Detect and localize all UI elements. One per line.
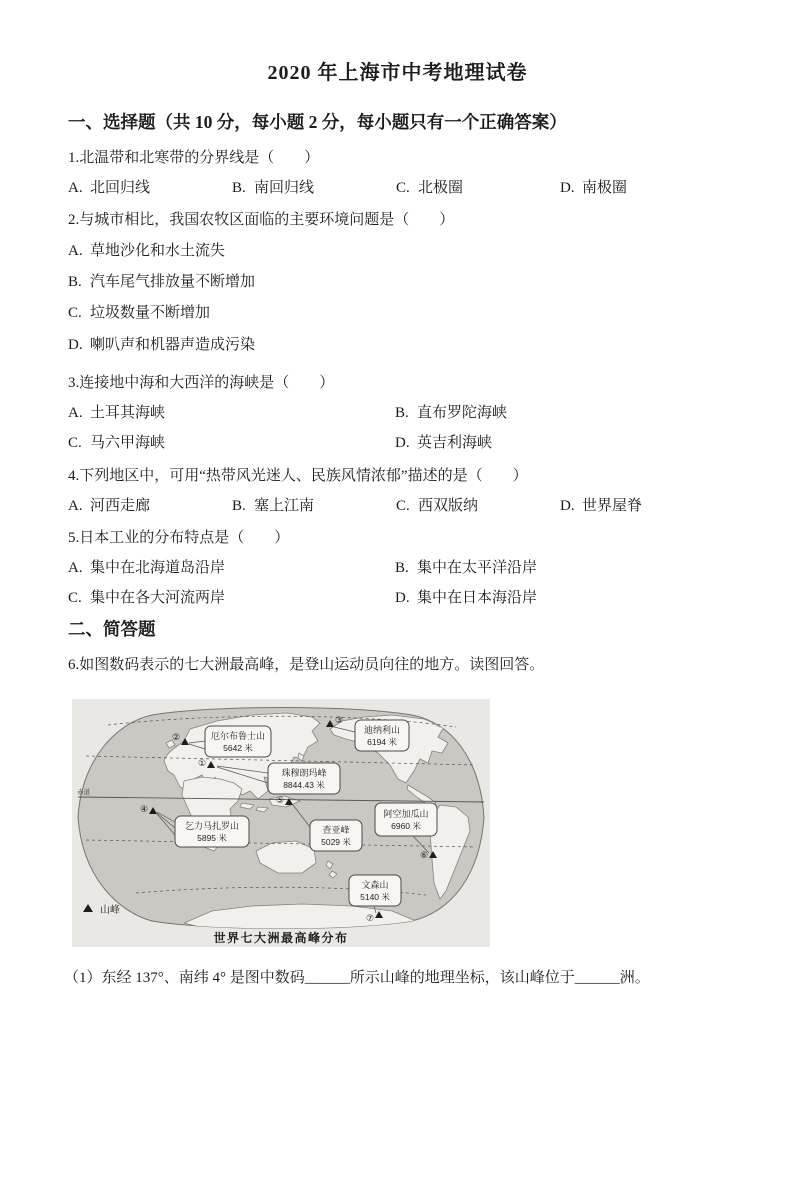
- option: [68, 303, 727, 324]
- option: [68, 588, 395, 609]
- option: [68, 558, 395, 579]
- peak-height: 6194 米: [367, 737, 397, 747]
- question-1-options: [68, 178, 727, 199]
- peak-height: 5029 米: [321, 837, 351, 847]
- option-text: 南极圈: [582, 180, 628, 196]
- peak-number: ③: [335, 715, 344, 725]
- peak-label-box: [349, 875, 401, 906]
- question-4-text: 4.下列地区中，可用“热带风光迷人、民族风情浓郁”描述的是（ ）: [68, 468, 528, 484]
- option: [68, 335, 727, 356]
- peak-height: 5140 米: [360, 892, 390, 902]
- option-text: 世界屋脊: [582, 498, 643, 514]
- peak-height: 6960 米: [391, 821, 421, 831]
- section-1-heading: 一、选择题（共 10 分，每小题 2 分，每小题只有一个正确答案）: [68, 112, 567, 132]
- peak-name: 阿空加瓜山: [383, 809, 429, 819]
- legend-label: 山峰: [100, 905, 120, 916]
- option: [232, 178, 396, 199]
- option: [68, 403, 395, 424]
- section-2-heading: 二、简答题: [68, 619, 156, 639]
- option: [68, 496, 232, 517]
- peak-name: 厄尔布鲁士山: [210, 731, 266, 741]
- option-label: C.: [396, 498, 410, 514]
- option-text: 集中在太平洋沿岸: [417, 560, 538, 576]
- option-label: B.: [395, 560, 409, 576]
- equator-label: 赤道: [77, 789, 90, 796]
- question-2-options: [68, 241, 727, 356]
- option-text: 集中在北海道岛沿岸: [90, 560, 226, 576]
- option-label: A.: [68, 560, 83, 576]
- question-5-options-row2: [68, 588, 727, 609]
- peak-number: ①: [198, 758, 207, 768]
- peak-number: ⑥: [420, 850, 429, 860]
- option-text: 土耳其海峡: [90, 405, 166, 421]
- option-text: 垃圾数量不断增加: [90, 305, 211, 321]
- option-text: 河西走廊: [90, 498, 151, 514]
- option-label: A.: [68, 405, 83, 421]
- option-text: 汽车尾气排放量不断增加: [90, 274, 256, 290]
- peak-name: 文森山: [361, 880, 389, 890]
- peak-name: 珠穆朗玛峰: [281, 768, 327, 778]
- option-label: C.: [68, 305, 82, 321]
- peak-name: 乞力马扎罗山: [184, 821, 240, 831]
- peak-label-box: [355, 720, 409, 751]
- option-label: D.: [560, 180, 575, 196]
- world-map-svg: [72, 699, 490, 947]
- peak-label-box: [310, 820, 362, 851]
- question-5-text: 5.日本工业的分布特点是（ ）: [68, 530, 290, 546]
- question-4-options: [68, 496, 727, 517]
- option-label: B.: [232, 498, 246, 514]
- question-6-sub1: （1）东经 137°、南纬 4° 是图中数码______所示山峰的地理坐标，该山峰位于______洲。: [64, 970, 650, 986]
- question-2-text: 2.与城市相比，我国农牧区面临的主要环境问题是（ ）: [68, 212, 455, 228]
- option-label: B.: [395, 405, 409, 421]
- option-label: A.: [68, 498, 83, 514]
- option: [68, 241, 727, 262]
- peak-name: 查亚峰: [322, 825, 350, 835]
- peak-label-box: [205, 726, 271, 757]
- option: [560, 178, 727, 199]
- question-6-text: 6.如图数码表示的七大洲最高峰，是登山运动员向往的地方。读图回答。: [68, 657, 545, 673]
- option: [395, 558, 727, 579]
- option-label: D.: [68, 337, 83, 353]
- option-text: 英吉利海峡: [417, 435, 493, 451]
- option-text: 塞上江南: [254, 498, 315, 514]
- map-legend: [83, 903, 120, 916]
- peak-height: 8844.43 米: [283, 780, 325, 790]
- peak-number: ⑦: [366, 913, 375, 923]
- question-3-options-row2: [68, 433, 727, 454]
- question-3-text: 3.连接地中海和大西洋的海峡是（ ）: [68, 375, 335, 391]
- legend-triangle-icon: [83, 904, 93, 912]
- option: [396, 178, 560, 199]
- peak-height: 5895 米: [197, 833, 227, 843]
- option-label: C.: [396, 180, 410, 196]
- option-text: 集中在日本海沿岸: [417, 590, 538, 606]
- question-5-options-row1: [68, 558, 727, 579]
- option-text: 喇叭声和机器声造成污染: [90, 337, 256, 353]
- option-label: B.: [68, 274, 82, 290]
- option-label: B.: [232, 180, 246, 196]
- peak-label-box: [175, 816, 249, 847]
- peak-label-box: [268, 763, 340, 794]
- exam-page: [0, 58, 793, 989]
- option-label: D.: [395, 590, 410, 606]
- option-label: D.: [395, 435, 410, 451]
- peak-number: ⑤: [276, 795, 285, 805]
- option: [232, 496, 396, 517]
- option-text: 南回归线: [254, 180, 315, 196]
- option-text: 集中在各大河流两岸: [90, 590, 226, 606]
- option: [68, 178, 232, 199]
- map-figure: [72, 699, 490, 947]
- option-text: 草地沙化和水土流失: [90, 243, 226, 259]
- option-text: 马六甲海峡: [90, 435, 166, 451]
- option: [395, 588, 727, 609]
- option: [68, 272, 727, 293]
- question-1-text: 1.北温带和北寒带的分界线是（ ）: [68, 150, 320, 166]
- option-text: 西双版纳: [418, 498, 479, 514]
- peak-height: 5642 米: [223, 743, 253, 753]
- option-label: D.: [560, 498, 575, 514]
- option: [395, 433, 727, 454]
- map-caption: 世界七大洲最高峰分布: [213, 931, 349, 945]
- peak-number: ④: [140, 804, 149, 814]
- option-label: C.: [68, 590, 82, 606]
- peak-name: 迪纳利山: [363, 725, 401, 735]
- page-title: 2020 年上海市中考地理试卷: [267, 62, 528, 84]
- option-text: 北极圈: [418, 180, 464, 196]
- peak-label-box: [375, 803, 437, 836]
- option-text: 北回归线: [90, 180, 151, 196]
- question-3-options-row1: [68, 403, 727, 424]
- option-label: A.: [68, 243, 83, 259]
- option-label: A.: [68, 180, 83, 196]
- option: [560, 496, 727, 517]
- option-label: C.: [68, 435, 82, 451]
- option: [68, 433, 395, 454]
- option-text: 直布罗陀海峡: [417, 405, 508, 421]
- option: [396, 496, 560, 517]
- option: [395, 403, 727, 424]
- peak-number: ②: [172, 732, 181, 742]
